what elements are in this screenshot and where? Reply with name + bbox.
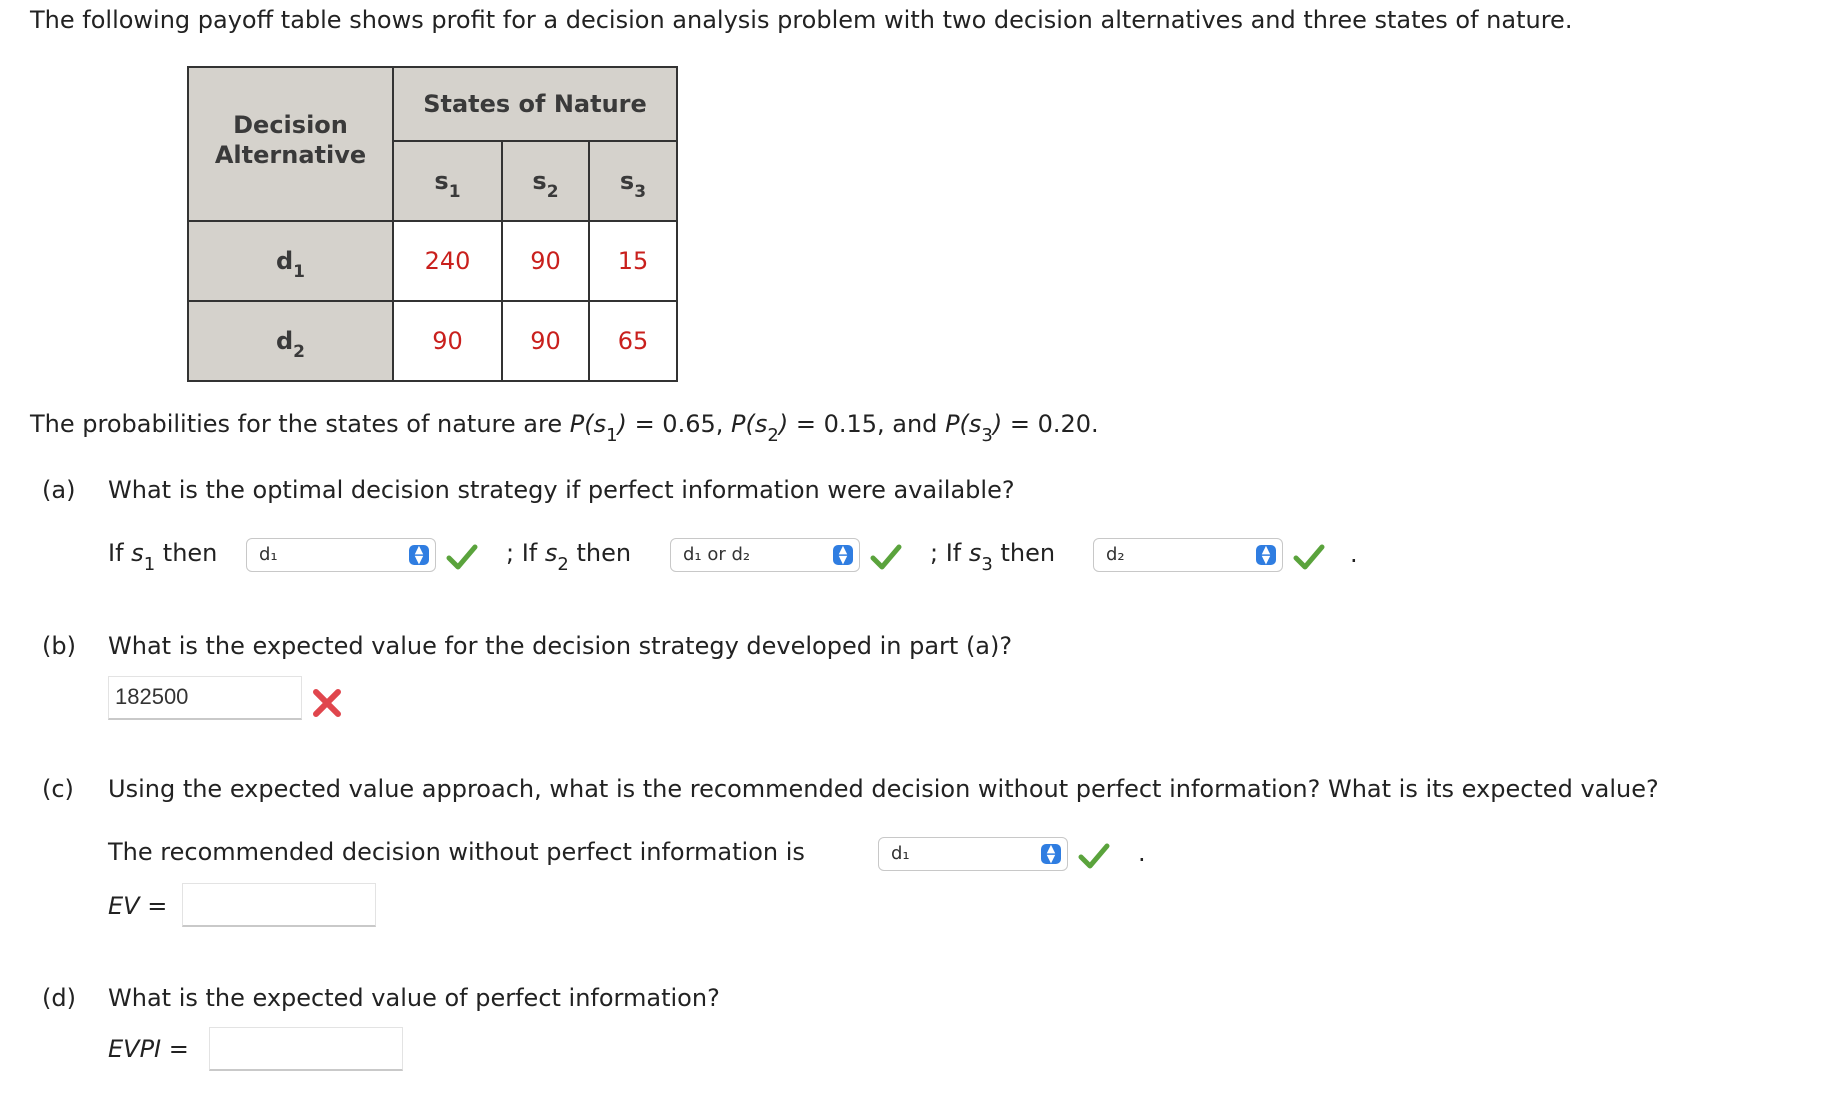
- part-a-period: .: [1350, 540, 1358, 568]
- part-a-label: (a): [42, 476, 76, 504]
- part-a-question: What is the optimal decision strategy if perfect information were available?: [108, 476, 1015, 504]
- payoff-cell: 90: [393, 301, 502, 381]
- ev-label: EV =: [108, 892, 168, 920]
- evpi-label: EVPI =: [108, 1035, 189, 1063]
- if-s2-text: ; If $s_2$ then: [506, 539, 632, 575]
- part-b-label: (b): [42, 632, 76, 660]
- x-mark-icon: [312, 688, 342, 718]
- row-header-cell: [188, 67, 393, 221]
- part-c-label: (c): [42, 775, 74, 803]
- select-value: d₁: [259, 544, 278, 565]
- row-header-line2: Alternative: [214, 141, 367, 169]
- chevron-up-down-icon: ▲ ▼: [1041, 844, 1061, 864]
- s2-decision-select[interactable]: [670, 538, 860, 572]
- payoff-cell: 65: [589, 301, 677, 381]
- payoff-table: [187, 66, 678, 382]
- if-s3-text: ; If $s_3$ then: [930, 539, 1056, 575]
- state-header-s2: $s_2$: [502, 141, 589, 221]
- state-header-s3: $s_3$: [589, 141, 677, 221]
- payoff-cell: 15: [589, 221, 677, 301]
- s1-decision-select[interactable]: [246, 538, 436, 572]
- evpi-input[interactable]: [209, 1027, 403, 1071]
- select-value: d₁: [891, 843, 910, 864]
- select-value: d₂: [1106, 544, 1125, 565]
- intro-text: The following payoff table shows profit for a decision analysis problem with two decision alternatives and three states of nature.: [30, 6, 1573, 34]
- payoff-cell: 90: [502, 221, 589, 301]
- check-icon: [446, 543, 478, 571]
- check-icon: [870, 543, 902, 571]
- part-c-period: .: [1138, 839, 1146, 867]
- row-header-line1: Decision: [233, 111, 348, 139]
- probabilities-text: The probabilities for the states of nature are $P(s_1) = 0.65$, $P(s_2) = 0.15$, and $P(s_3) = 0.20$.: [30, 410, 1099, 446]
- decision-d2: $d_2$: [188, 301, 393, 381]
- select-value: d₁ or d₂: [683, 544, 751, 565]
- recommend-text: The recommended decision without perfect information is: [108, 838, 805, 866]
- state-header-s1: $s_1$: [393, 141, 502, 221]
- expected-value-input[interactable]: 182500: [108, 676, 302, 720]
- part-b-question: What is the expected value for the decision strategy developed in part (a)?: [108, 632, 1013, 660]
- chevron-up-down-icon: ▲ ▼: [833, 545, 853, 565]
- payoff-cell: 240: [393, 221, 502, 301]
- recommended-decision-select[interactable]: [878, 837, 1068, 871]
- check-icon: [1078, 842, 1110, 870]
- part-c-question: Using the expected value approach, what is the recommended decision without perfect information? What is its expected value?: [108, 775, 1659, 803]
- part-d-label: (d): [42, 984, 76, 1012]
- chevron-up-down-icon: ▲ ▼: [409, 545, 429, 565]
- payoff-cell: 90: [502, 301, 589, 381]
- s3-decision-select[interactable]: [1093, 538, 1283, 572]
- chevron-up-down-icon: ▲ ▼: [1256, 545, 1276, 565]
- if-s1-text: If $s_1$ then: [108, 539, 218, 575]
- ev-input[interactable]: [182, 883, 376, 927]
- states-of-nature-header: States of Nature: [393, 67, 677, 141]
- check-icon: [1293, 543, 1325, 571]
- decision-d1: $d_1$: [188, 221, 393, 301]
- part-d-question: What is the expected value of perfect information?: [108, 984, 720, 1012]
